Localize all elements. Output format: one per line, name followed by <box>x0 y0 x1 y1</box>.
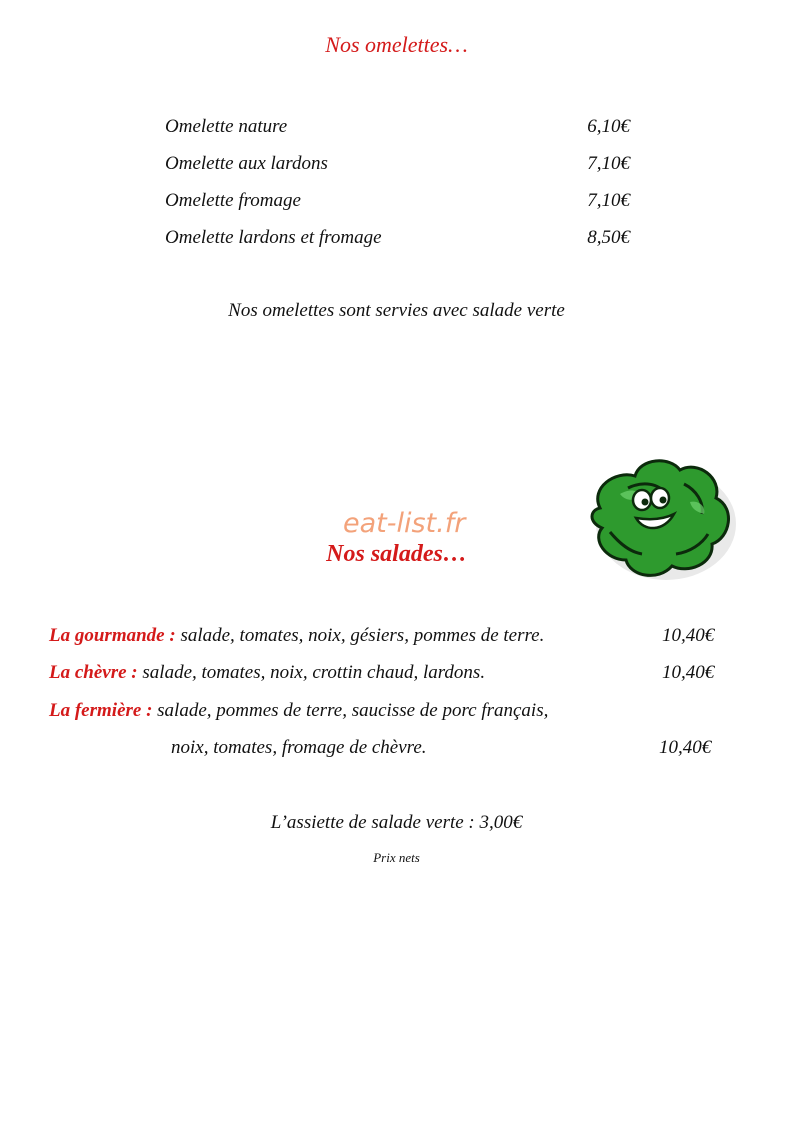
omelettes-note: Nos omelettes sont servies avec salade verte <box>228 300 565 321</box>
omelette-row <box>165 116 630 144</box>
salade-price: 10,40€ <box>662 625 715 646</box>
omelette-price: 7,10€ <box>587 190 630 211</box>
omelette-price: 8,50€ <box>587 227 630 248</box>
omelette-price: 7,10€ <box>587 153 630 174</box>
assiette-salade-verte: L’assiette de salade verte : 3,00€ <box>270 812 523 833</box>
salade-item <box>49 662 485 684</box>
salades-title: Nos salades… <box>326 541 467 567</box>
omelettes-title: Nos omelettes… <box>325 32 468 57</box>
omelette-name: Omelette aux lardons <box>165 153 328 174</box>
omelette-name: Omelette lardons et fromage <box>165 227 382 248</box>
salade-price: 10,40€ <box>662 662 715 683</box>
salade-description-continued: noix, tomates, fromage de chèvre. <box>171 737 427 758</box>
omelette-row <box>165 153 630 181</box>
omelette-price: 6,10€ <box>587 116 630 137</box>
salade-name: La gourmande : <box>49 625 176 646</box>
salade-price: 10,40€ <box>659 737 712 758</box>
salade-name: La chèvre : <box>49 662 138 683</box>
salade-description: salade, tomates, noix, crottin chaud, lardons. <box>137 662 486 683</box>
omelette-name: Omelette fromage <box>165 190 301 211</box>
prix-nets: Prix nets <box>373 850 420 865</box>
watermark: eat-list.fr <box>343 508 466 539</box>
salade-item <box>49 700 548 722</box>
salade-description: salade, tomates, noix, gésiers, pommes de terre. <box>175 625 545 646</box>
omelette-name: Omelette nature <box>165 116 288 137</box>
omelette-row <box>165 190 630 218</box>
salade-description: salade, pommes de terre, saucisse de porc français, <box>152 700 549 721</box>
salade-name: La fermière : <box>49 700 153 721</box>
omelette-row <box>165 227 630 255</box>
salade-item <box>49 625 544 647</box>
